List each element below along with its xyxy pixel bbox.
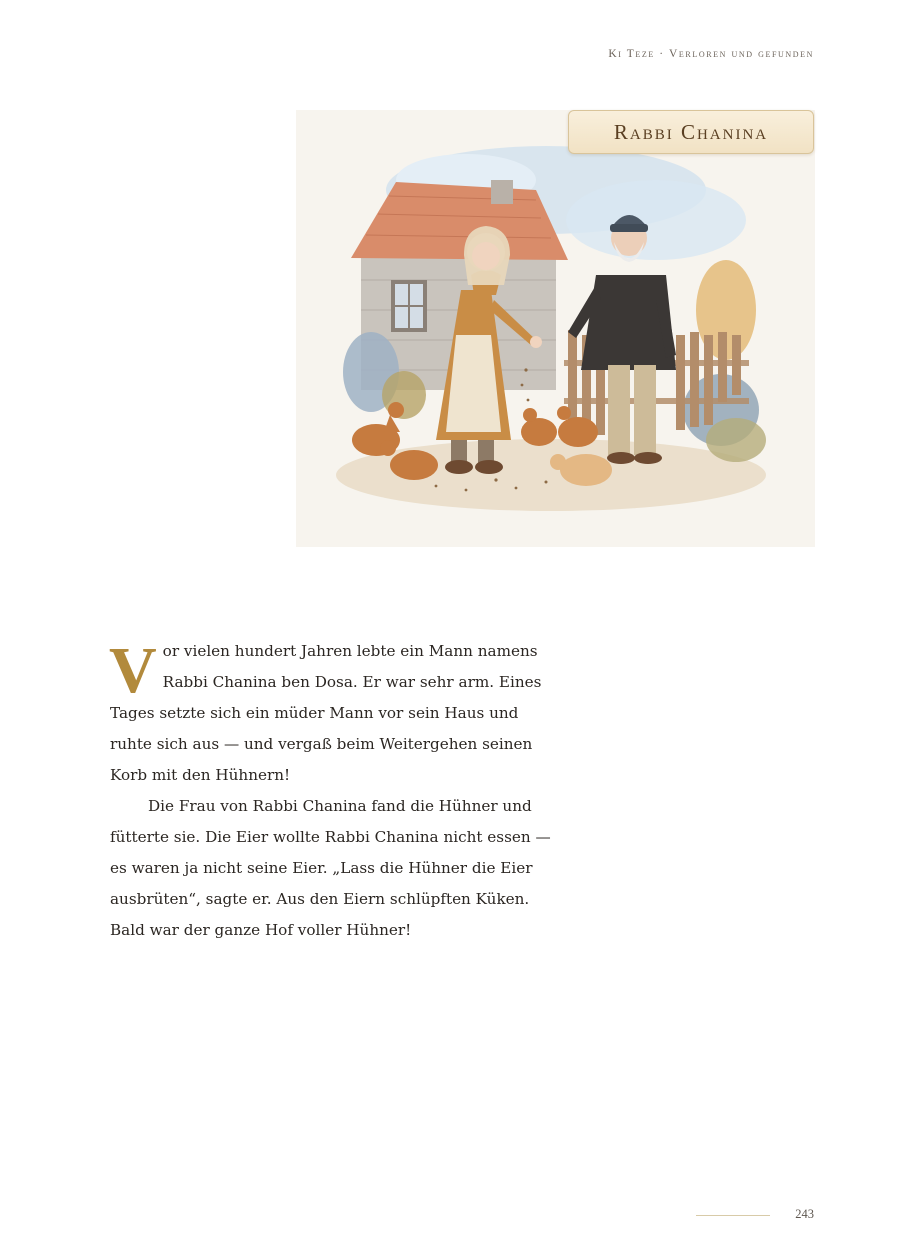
drop-cap: V [109, 634, 157, 707]
illustration-title: Rabbi Chanina [613, 119, 769, 144]
illustration-title-plate [568, 110, 814, 154]
page-number: 243 [795, 1207, 814, 1221]
running-head: Ki Teze · Verloren und gefunden [608, 48, 814, 60]
story-illustration [296, 110, 815, 547]
story-paragraph-1 [110, 636, 555, 791]
footer-rule [696, 1215, 770, 1216]
story-paragraph-2: Die Frau von Rabbi Chanina fand die Hühner und fütterte sie. Die Eier wollte Rabbi Chanina nicht essen — es waren ja nicht seine Eier. „Lass die Hühner die Eier ausbrüten“, sagte er. Aus den Eiern schlüpften Küken. Bald war der ganze Hof voller Hühner! [110, 797, 551, 939]
story-paragraph-1-text: or vielen hundert Jahren lebte ein Mann namens Rabbi Chanina ben Dosa. Er war sehr arm. Eines Tages setzte sich ein müder Mann vor sein Haus und ruhte sich aus — und vergaß beim Weitergehen seinen Korb mit den Hühnern! [110, 642, 542, 784]
story-text [110, 636, 555, 946]
